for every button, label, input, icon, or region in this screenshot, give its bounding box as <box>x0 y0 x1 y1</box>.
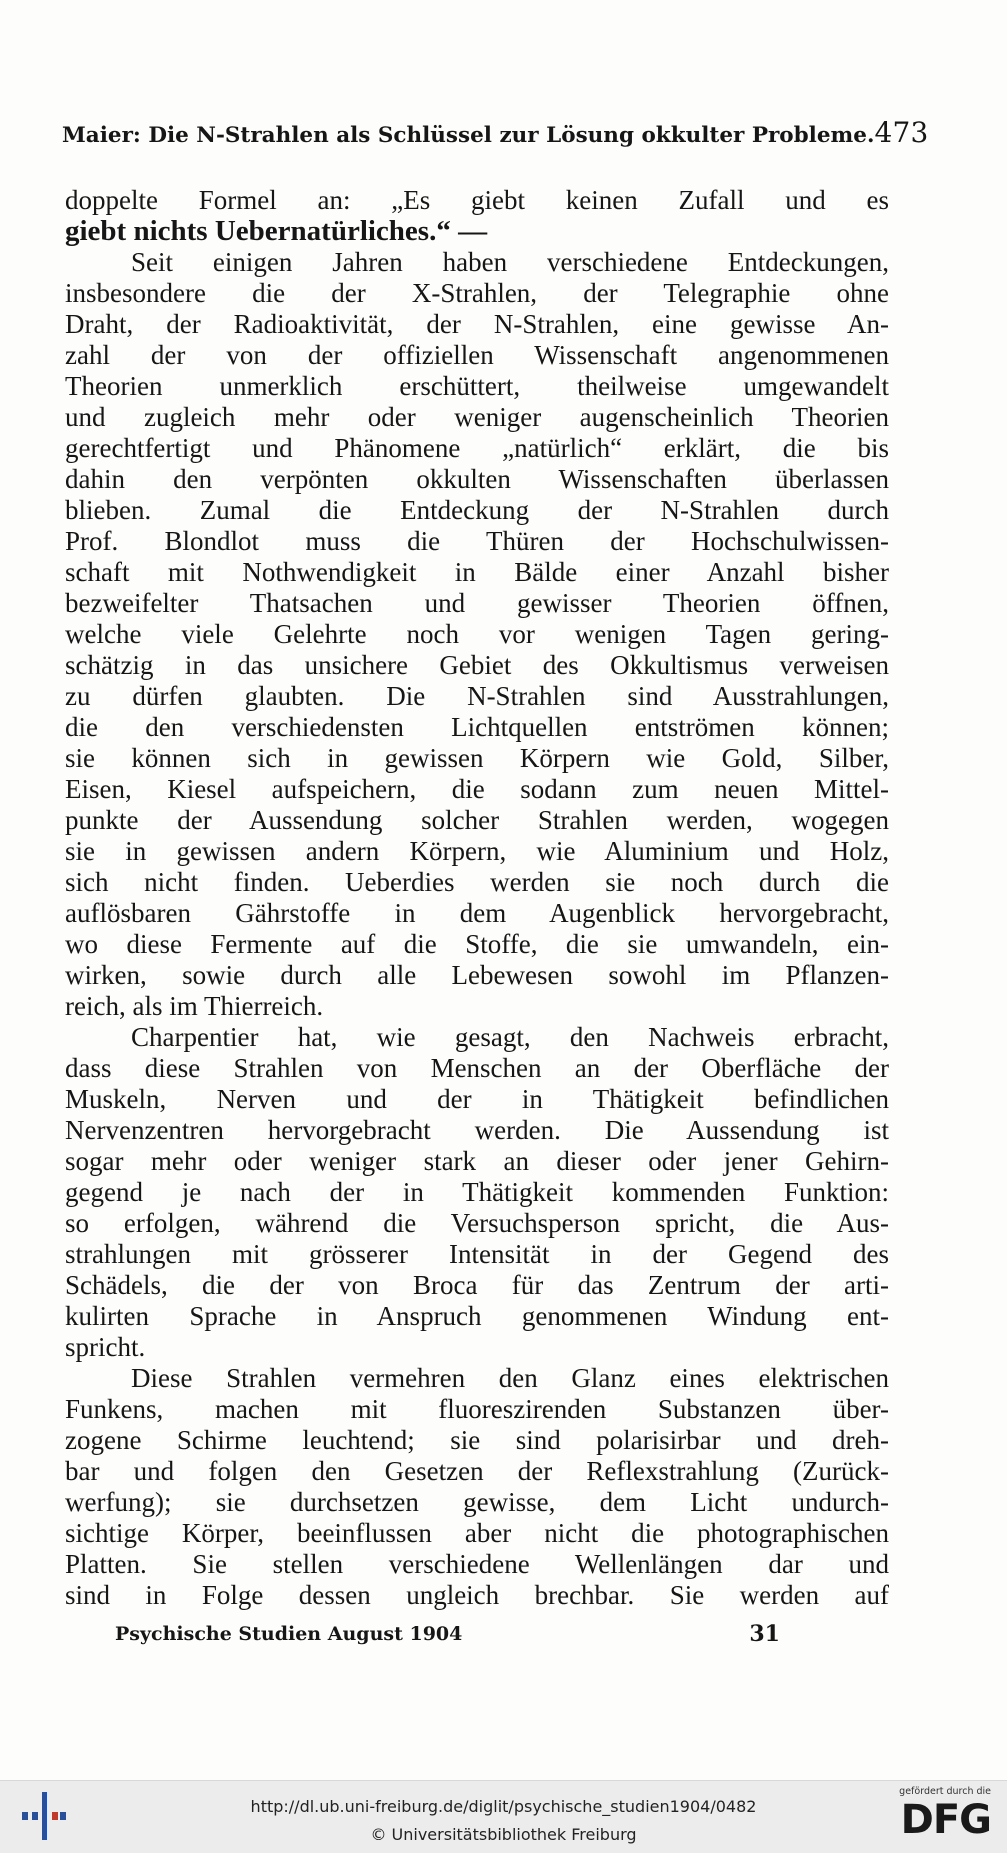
running-header <box>62 116 929 149</box>
text-line: bar und folgen den Gesetzen der Reflexstrahlung (Zurück- <box>65 1456 889 1486</box>
text-line: sogar mehr oder weniger stark an dieser oder jener Gehirn- <box>65 1146 889 1176</box>
text-line: Schädels, die der von Broca für das Zentrum der arti- <box>65 1270 889 1300</box>
text-line: sie können sich in gewissen Körpern wie Gold, Silber, <box>65 743 889 773</box>
text-line: spricht. <box>65 1332 146 1362</box>
dfg-sponsor-logo[interactable] <box>885 1786 991 1848</box>
text-line: Draht, der Radioaktivität, der N-Strahlen, eine gewisse An- <box>65 309 889 339</box>
page-footer <box>115 1623 780 1645</box>
permalink-url[interactable]: http://dl.ub.uni-freiburg.de/diglit/psychische_studien1904/0482 <box>250 1797 757 1816</box>
text-line: dass diese Strahlen von Menschen an der Oberfläche der <box>65 1053 889 1083</box>
text-line: Theorien unmerklich erschüttert, theilweise umgewandelt <box>65 371 889 401</box>
text-line: schätzig in das unsichere Gebiet des Okkultismus verweisen <box>65 650 889 680</box>
sponsor-caption: gefördert durch die <box>899 1786 991 1797</box>
text-line: doppelte Formel an: „Es giebt keinen Zufall und es <box>65 185 889 215</box>
ub-freiburg-logo-icon[interactable] <box>22 1790 66 1842</box>
copyright-notice: © Universitätsbibliothek Freiburg <box>370 1825 637 1844</box>
text-line: insbesondere die der X-Strahlen, der Telegraphie ohne <box>65 278 889 308</box>
text-line: punkte der Aussendung solcher Strahlen werden, wogegen <box>65 805 889 835</box>
text-line: Eisen, Kiesel aufspeichern, die sodann zum neuen Mittel- <box>65 774 889 804</box>
text-line: bezweifelter Thatsachen und gewisser Theorien öffnen, <box>65 588 889 618</box>
text-line: schaft mit Nothwendigkeit in Bälde einer Anzahl bisher <box>65 557 889 587</box>
text-line: gerechtfertigt und Phänomene „natürlich“ erklärt, die bis <box>65 433 889 463</box>
dfg-logo-text: DFG <box>900 1797 991 1843</box>
text-line: Diese Strahlen vermehren den Glanz eines elektrischen <box>131 1363 889 1393</box>
journal-line: Psychische Studien August 1904 <box>115 1623 463 1645</box>
text-line: zogene Schirme leuchtend; sie sind polarisirbar und dreh- <box>65 1425 889 1455</box>
text-line: wo diese Fermente auf die Stoffe, die sie umwandeln, ein- <box>65 929 889 959</box>
text-line: Funkens, machen mit fluoreszirenden Substanzen über- <box>65 1394 889 1424</box>
text-line: kulirten Sprache in Anspruch genommenen Windung ent- <box>65 1301 889 1331</box>
text-line: Platten. Sie stellen verschiedene Wellenlängen dar und <box>65 1549 889 1579</box>
text-line: Prof. Blondlot muss die Thüren der Hochschulwissen- <box>65 526 889 556</box>
text-line: giebt nichts Uebernatürliches.“ — <box>65 215 488 247</box>
text-line: gegend je nach der in Thätigkeit kommenden Funktion: <box>65 1177 889 1207</box>
text-line: sind in Folge dessen ungleich brechbar. Sie werden auf <box>65 1580 889 1610</box>
text-line: sich nicht finden. Ueberdies werden sie noch durch die <box>65 867 889 897</box>
text-line: zu dürfen glaubten. Die N-Strahlen sind Ausstrahlungen, <box>65 681 889 711</box>
text-line: werfung); sie durchsetzen gewisse, dem Licht undurch- <box>65 1487 889 1517</box>
text-line: zahl der von der offiziellen Wissenschaft angenommenen <box>65 340 889 370</box>
text-line: Charpentier hat, wie gesagt, den Nachweis erbracht, <box>131 1022 889 1052</box>
text-line: welche viele Gelehrte noch vor wenigen Tagen gering- <box>65 619 889 649</box>
text-line: Nervenzentren hervorgebracht werden. Die Aussendung ist <box>65 1115 889 1145</box>
sheet-signature: 31 <box>749 1621 780 1647</box>
text-line: reich, als im Thierreich. <box>65 991 324 1021</box>
text-line: dahin den verpönten okkulten Wissenschaften überlassen <box>65 464 889 494</box>
text-line: sie in gewissen andern Körpern, wie Aluminium und Holz, <box>65 836 889 866</box>
text-line: die den verschiedensten Lichtquellen entströmen können; <box>65 712 889 742</box>
text-line: Muskeln, Nerven und der in Thätigkeit befindlichen <box>65 1084 889 1114</box>
text-line: auflösbaren Gährstoffe in dem Augenblick hervorgebracht, <box>65 898 889 928</box>
text-line: und zugleich mehr oder weniger augenscheinlich Theorien <box>65 402 889 432</box>
body-text <box>65 185 889 1611</box>
text-line: strahlungen mit grösserer Intensität in der Gegend des <box>65 1239 889 1269</box>
text-line: sichtige Körper, beeinflussen aber nicht die photographischen <box>65 1518 889 1548</box>
running-title: Maier: Die N-Strahlen als Schlüssel zur Lösung okkulter Probleme. <box>62 123 875 148</box>
text-line: so erfolgen, während die Versuchsperson spricht, die Aus- <box>65 1208 889 1238</box>
text-line: wirken, sowie durch alle Lebewesen sowohl im Pflanzen- <box>65 960 889 990</box>
text-line: blieben. Zumal die Entdeckung der N-Strahlen durch <box>65 495 889 525</box>
viewer-footer-bar <box>0 1780 1007 1853</box>
page-number: 473 <box>874 116 929 149</box>
text-line: Seit einigen Jahren haben verschiedene Entdeckungen, <box>131 247 889 277</box>
